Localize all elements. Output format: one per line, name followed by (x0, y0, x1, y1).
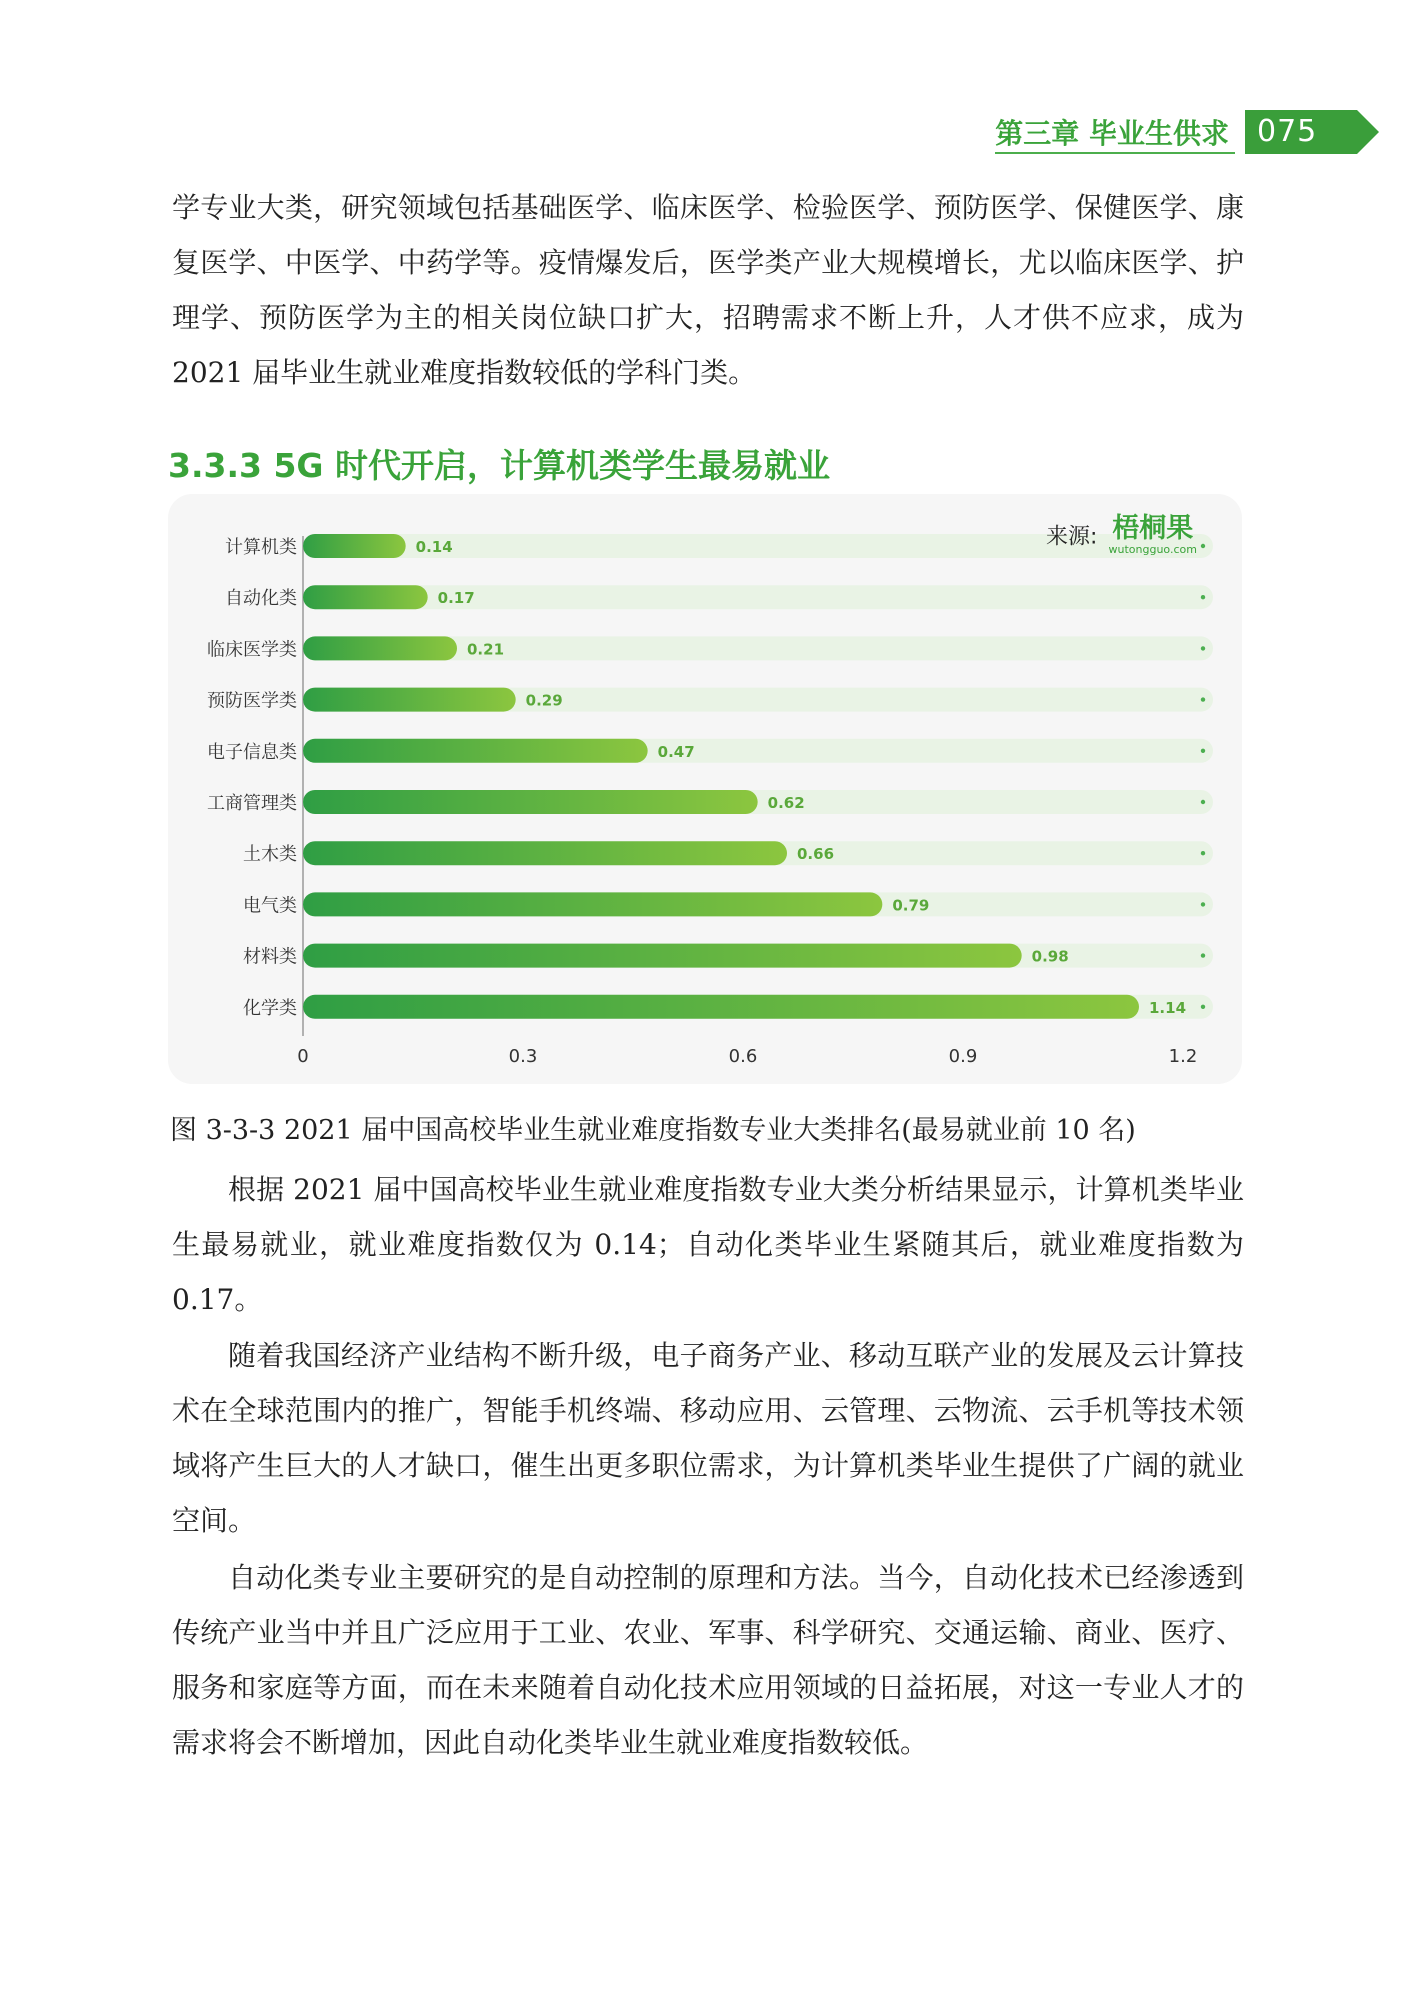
data-label: 0.17 (437, 589, 475, 608)
chart-panel (168, 494, 1242, 1084)
x-tick-label: 0.3 (508, 1046, 538, 1067)
data-label: 0.21 (467, 640, 505, 659)
figure-caption: 图 3-3-3 2021 届中国高校毕业生就业难度指数专业大类排名(最易就业前 10 名) (170, 1115, 1136, 1146)
intro-paragraph: 学专业大类，研究领域包括基础医学、临床医学、检验医学、预防医学、保健医学、康复医学、中医学、中药学等。疫情爆发后，医学类产业大规模增长，尤以临床医学、护理学、预防医学为主的相关岗位缺口扩大，招聘需求不断上升，人才供不应求，成为 2021 届毕业生就业难度指数较低的学科门类。 (172, 191, 1244, 389)
data-label: 0.62 (767, 794, 805, 812)
track-end-dot (1201, 851, 1205, 855)
source-label: 来源: (1046, 524, 1098, 550)
x-tick-label: 0.9 (948, 1046, 978, 1067)
data-label: 0.79 (892, 896, 930, 915)
bar (303, 688, 516, 712)
x-tick-label: 0.6 (728, 1046, 758, 1067)
category-label: 材料类 (243, 946, 297, 968)
track-end-dot (1201, 544, 1205, 548)
category-label: 自动化类 (225, 588, 297, 610)
data-label: 0.66 (797, 845, 835, 864)
category-label: 临床医学类 (207, 639, 297, 661)
data-label: 1.14 (1149, 998, 1187, 1017)
category-label: 电气类 (243, 895, 297, 917)
track-end-dot (1201, 646, 1205, 650)
category-label: 化学类 (243, 997, 297, 1019)
bar (303, 892, 882, 916)
body-paragraph-1: 根据 2021 届中国高校毕业生就业难度指数专业大类分析结果显示，计算机类毕业生最易就业，就业难度指数仅为 0.14；自动化类毕业生紧随其后，就业难度指数为 0.17。 (172, 1173, 1244, 1316)
category-label: 预防医学类 (207, 690, 297, 712)
bar (303, 534, 406, 558)
section-heading: 3.3.3 5G 时代开启，计算机类学生最易就业 (168, 446, 830, 485)
bar (303, 995, 1139, 1019)
body-paragraph-2: 随着我国经济产业结构不断升级，电子商务产业、移动互联产业的发展及云计算技术在全球范围内的推广，智能手机终端、移动应用、云管理、云物流、云手机等技术领域将产生巨大的人才缺口，催生出更多职位需求，为计算机类毕业生提供了广阔的就业空间。 (172, 1339, 1244, 1537)
track-end-dot (1201, 595, 1205, 599)
page-number-tab (1245, 110, 1357, 154)
x-tick-label: 1.2 (1168, 1046, 1198, 1067)
chapter-underline (995, 152, 1235, 154)
category-label: 电子信息类 (207, 741, 297, 763)
category-label: 计算机类 (225, 537, 297, 558)
bar (303, 841, 787, 865)
data-label: 0.14 (415, 538, 453, 556)
page-header (991, 110, 1411, 154)
bar (303, 790, 758, 814)
x-tick-label: 0 (297, 1046, 309, 1067)
logo-text: 梧桐果 (1112, 513, 1194, 544)
chapter-title: 第三章 毕业生供求 (995, 117, 1229, 150)
logo-url: wutongguo.com (1108, 543, 1197, 556)
bar (303, 944, 1022, 968)
wutongguo-logo (1109, 514, 1197, 556)
data-label: 0.29 (525, 691, 563, 710)
category-label: 工商管理类 (207, 793, 297, 814)
bar-chart (168, 494, 1242, 1084)
source-credit (1046, 514, 1197, 556)
track-end-dot (1201, 902, 1205, 906)
bar (303, 739, 648, 763)
track-end-dot (1201, 800, 1205, 804)
bar (303, 636, 457, 660)
track-end-dot (1201, 953, 1205, 957)
data-label: 0.98 (1031, 947, 1069, 966)
body-paragraph-3: 自动化类专业主要研究的是自动控制的原理和方法。当今，自动化技术已经渗透到传统产业当中并且广泛应用于工业、农业、军事、科学研究、交通运输、商业、医疗、服务和家庭等方面，而在未来随着自动化技术应用领域的日益拓展，对这一专业人才的需求将会不断增加，因此自动化类毕业生就业难度指数较低。 (172, 1561, 1244, 1759)
bar (303, 585, 428, 609)
category-label: 土木类 (243, 844, 297, 866)
track-end-dot (1201, 697, 1205, 701)
track-end-dot (1201, 1005, 1205, 1009)
track-end-dot (1201, 749, 1205, 753)
data-label: 0.47 (657, 742, 695, 761)
page-number: 075 (1257, 114, 1318, 149)
